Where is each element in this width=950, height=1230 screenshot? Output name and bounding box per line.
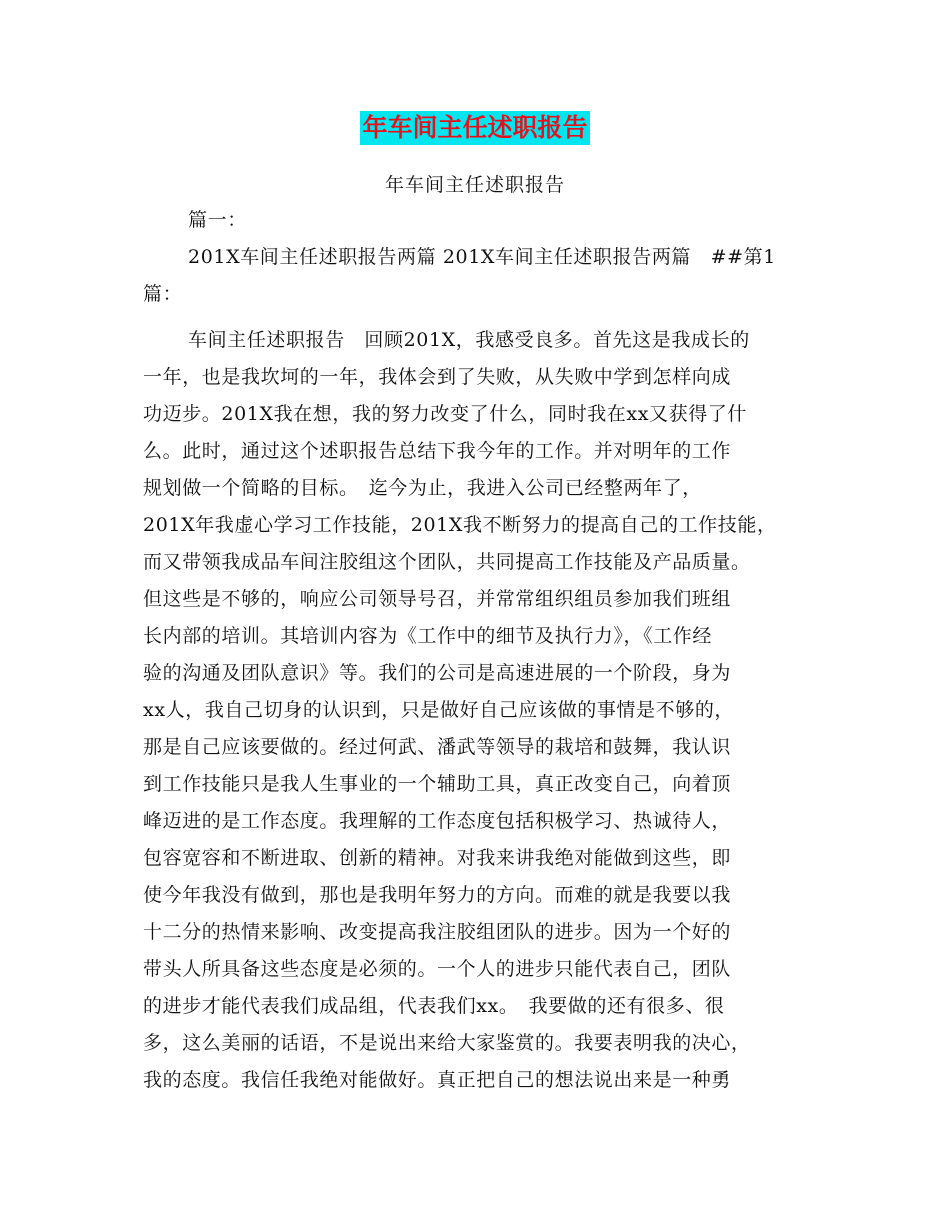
paragraph-line: 规划做一个简略的目标。 迄今为止，我进入公司已经整两年了，	[143, 477, 702, 499]
paragraph-line: 但这些是不够的，响应公司领导号召，并常常组织组员参加我们班组	[143, 588, 732, 610]
paragraph-line: 验的沟通及团队意识》等。我们的公司是高速进展的一个阶段，身为	[143, 662, 732, 684]
title-container	[0, 111, 950, 145]
paragraph-line: 带头人所具备这些态度是必须的。一个人的进步只能代表自己，团队	[143, 958, 732, 980]
paragraph-line: 那是自己应该要做的。经过何武、潘武等领导的栽培和鼓舞，我认识	[143, 736, 732, 758]
paragraph-line: 一年，也是我坎坷的一年，我体会到了失败，从失败中学到怎样向成	[143, 366, 732, 388]
section-heading: 篇一：	[188, 209, 247, 231]
document-subtitle: 年车间主任述职报告	[384, 174, 565, 196]
paragraph-line: 峰迈进的是工作态度。我理解的工作态度包括积极学习、热诚待人，	[143, 810, 732, 832]
paragraph-line: 篇：	[143, 283, 183, 305]
paragraph-line: 我的态度。我信任我绝对能做好。真正把自己的想法说出来是一种勇	[143, 1069, 732, 1091]
paragraph-line: 的进步才能代表我们成品组，代表我们xx。 我要做的还有很多、很	[143, 995, 725, 1017]
paragraph-line: 功迈步。201X我在想，我的努力改变了什么，同时我在xx又获得了什	[143, 403, 748, 425]
paragraph-line: 车间主任述职报告 回顾201X，我感受良多。首先这是我成长的	[188, 329, 750, 351]
paragraph-line: 到工作技能只是我人生事业的一个辅助工具，真正改变自己，向着顶	[143, 773, 732, 795]
paragraph-line: 201X年我虚心学习工作技能，201X我不断努力的提高自己的工作技能，	[143, 514, 777, 536]
paragraph-line: xx人，我自己切身的认识到，只是做好自己应该做的事情是不够的，	[143, 699, 735, 721]
paragraph-line: 包容宽容和不断进取、创新的精神。对我来讲我绝对能做到这些，即	[143, 847, 732, 869]
paragraph-line: 多，这么美丽的话语，不是说出来给大家鉴赏的。我要表明我的决心，	[143, 1032, 751, 1054]
document-title: 年车间主任述职报告	[360, 111, 589, 145]
paragraph-line: 而又带领我成品车间注胶组这个团队，共同提高工作技能及产品质量。	[143, 551, 751, 573]
paragraph-line: 长内部的培训。其培训内容为《工作中的细节及执行力》，《工作经	[143, 625, 713, 647]
paragraph-line: 使今年我没有做到，那也是我明年努力的方向。而难的就是我要以我	[143, 884, 732, 906]
document-body	[143, 202, 815, 1099]
paragraph-line: 201X车间主任述职报告两篇 201X车间主任述职报告两篇 ##第1	[188, 246, 776, 268]
paragraph-line: 十二分的热情来影响、改变提高我注胶组团队的进步。因为一个好的	[143, 921, 732, 943]
paragraph-line: 么。此时，通过这个述职报告总结下我今年的工作。并对明年的工作	[143, 440, 732, 462]
